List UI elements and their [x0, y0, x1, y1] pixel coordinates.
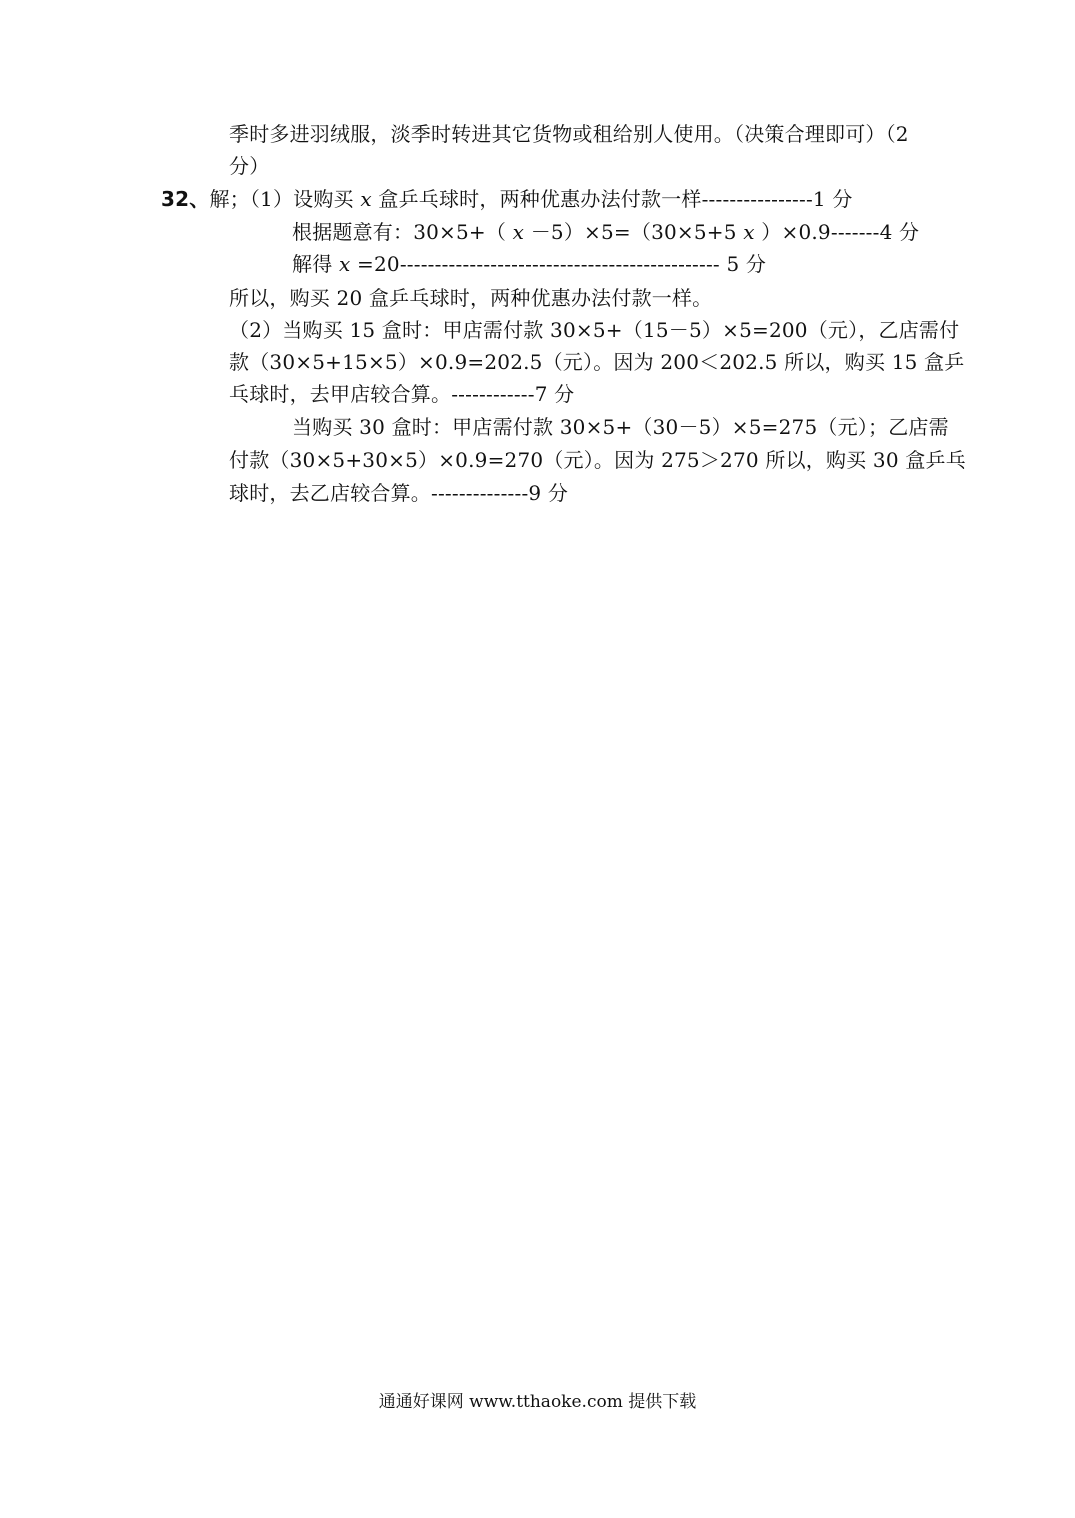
q32-line-4: 所以，购买 20 盒乒乓球时，两种优惠办法付款一样。 — [229, 286, 713, 310]
question-number: 32、 — [161, 187, 210, 211]
q32-line-7: 乓球时，去甲店较合算。------------7 分 — [229, 382, 575, 406]
math-variable-x: x — [360, 187, 372, 211]
page-footer: 通通好课网 www.tthaoke.com 提供下载 — [378, 1392, 697, 1412]
q32-line-3-text-a: 解得 — [292, 252, 333, 276]
q32-line-1 — [161, 185, 853, 213]
q32-line-9: 付款（30×5+30×5）×0.9=270（元）。因为 275＞270 所以，购买 30 盒乒乓 — [229, 448, 966, 472]
q32-line-2-text-c: ）×0.9-------4 分 — [761, 220, 920, 244]
q32-line-3 — [292, 250, 766, 278]
q32-line-10: 球时，去乙店较合算。--------------9 分 — [229, 481, 569, 505]
q32-line-1-text-b: 盒乒乓球时，两种优惠办法付款一样----------------1 分 — [378, 187, 853, 211]
q32-line-3-text-b: =20---------------------------------------------- 5 分 — [357, 252, 767, 276]
q32-line-8: 当购买 30 盒时：甲店需付款 30×5+（30－5）×5=275（元）；乙店需 — [292, 415, 949, 439]
math-variable-x: x — [512, 220, 525, 244]
continuation-line-2: 分） — [229, 154, 270, 178]
q32-line-2-text-b: －5）×5=（30×5+5 — [530, 220, 737, 244]
q32-line-6: 款（30×5+15×5）×0.9=202.5（元）。因为 200＜202.5 所以，购买 15 盒乒 — [229, 350, 965, 374]
math-variable-x: x — [743, 220, 755, 244]
math-variable-x: x — [338, 252, 351, 276]
q32-line-1-text-a: 解；（1）设购买 — [209, 187, 354, 211]
q32-line-5: （2）当购买 15 盒时：甲店需付款 30×5+（15－5）×5=200（元），乙店需付 — [229, 318, 960, 342]
continuation-line-1: 季时多进羽绒服，淡季时转进其它货物或租给别人使用。（决策合理即可）（2 — [229, 122, 909, 146]
q32-line-2 — [292, 218, 919, 246]
q32-line-2-text-a: 根据题意有：30×5+（ — [292, 220, 507, 244]
